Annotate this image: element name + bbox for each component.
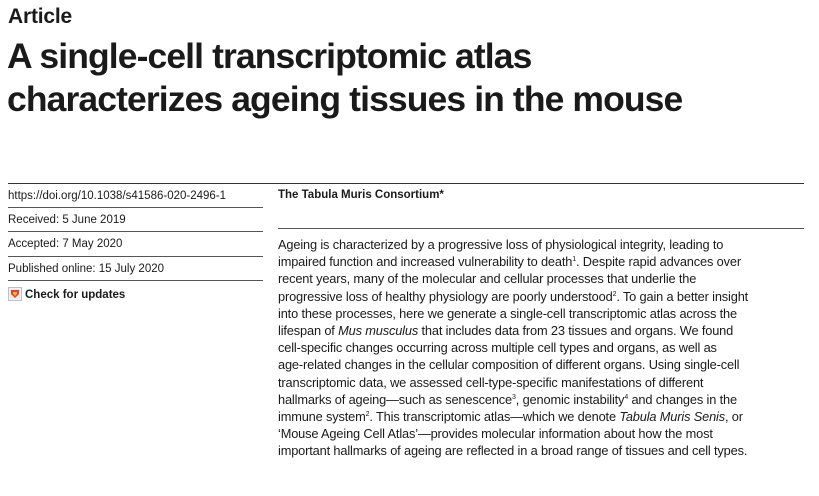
abstract-line: age-related changes in the cellular composition of different organs. Using single-cell	[278, 357, 740, 373]
crossmark-icon	[8, 287, 22, 301]
abstract-line: Ageing is characterized by a progressive loss of physiological integrity, leading to	[278, 237, 724, 252]
abstract-line: transcriptomic data, we assessed cell-type-specific manifestations of different	[278, 374, 704, 390]
atlas-name: Tabula Muris Senis	[619, 409, 725, 425]
received-date: Received: 5 June 2019	[8, 214, 126, 226]
meta-divider	[8, 231, 263, 232]
meta-divider	[8, 280, 263, 281]
abstract-line: recent years, many of the molecular and cellular processes that underlie the	[278, 271, 697, 287]
abstract-line: ‘Mouse Ageing Cell Atlas’—provides molecular information about how the most	[278, 426, 713, 442]
meta-divider	[8, 256, 263, 257]
species-name: Mus musculus	[338, 323, 419, 339]
citation-ref[interactable]: 4	[624, 393, 629, 401]
abstract	[278, 236, 808, 460]
check-updates-label: Check for updates	[25, 289, 126, 301]
article-type-label: Article	[8, 5, 72, 28]
top-divider	[8, 183, 804, 184]
abstract-line: lifespan of Mus musculus that includes data from 23 tissues and organs. We found	[278, 323, 734, 339]
abstract-line: important hallmarks of ageing are reflected in a broad range of tissues and cell types.	[278, 443, 748, 459]
title-line-1: A single-cell transcriptomic atlas	[7, 36, 532, 76]
citation-ref[interactable]: 2	[365, 411, 370, 419]
abstract-line: into these processes, here we generate a single-cell transcriptomic atlas across the	[278, 305, 737, 321]
citation-ref[interactable]: 1	[572, 256, 576, 264]
abstract-line: immune system$^2$. This transcriptomic atlas—which we denote Tabula Muris Senis, or	[278, 409, 743, 425]
doi-link[interactable]: https://doi.org/10.1038/s41586-020-2496-1	[8, 190, 227, 202]
title-line-2: characterizes ageing tissues in the mouse	[7, 79, 683, 119]
abstract-line: progressive loss of healthy physiology are poorly understood$^2$. To gain a better insight	[278, 288, 749, 304]
citation-ref[interactable]: 3	[512, 393, 516, 401]
article-title	[7, 35, 817, 121]
abstract-divider	[278, 228, 804, 229]
author-list: The Tabula Muris Consortium*	[278, 189, 444, 201]
accepted-date: Accepted: 7 May 2020	[8, 238, 123, 250]
abstract-line: cell-specific changes occurring across multiple cell types and organs, as well as	[278, 340, 717, 356]
citation-ref[interactable]: 2	[612, 290, 617, 298]
published-date: Published online: 15 July 2020	[8, 263, 165, 275]
abstract-line: impaired function and increased vulnerability to death$^1$. Despite rapid advances over	[278, 254, 741, 270]
check-updates-link[interactable]	[8, 287, 263, 302]
meta-divider	[8, 207, 263, 208]
abstract-line: hallmarks of ageing—such as senescence$^3$, genomic instability$^4$ and changes in the	[278, 391, 737, 407]
